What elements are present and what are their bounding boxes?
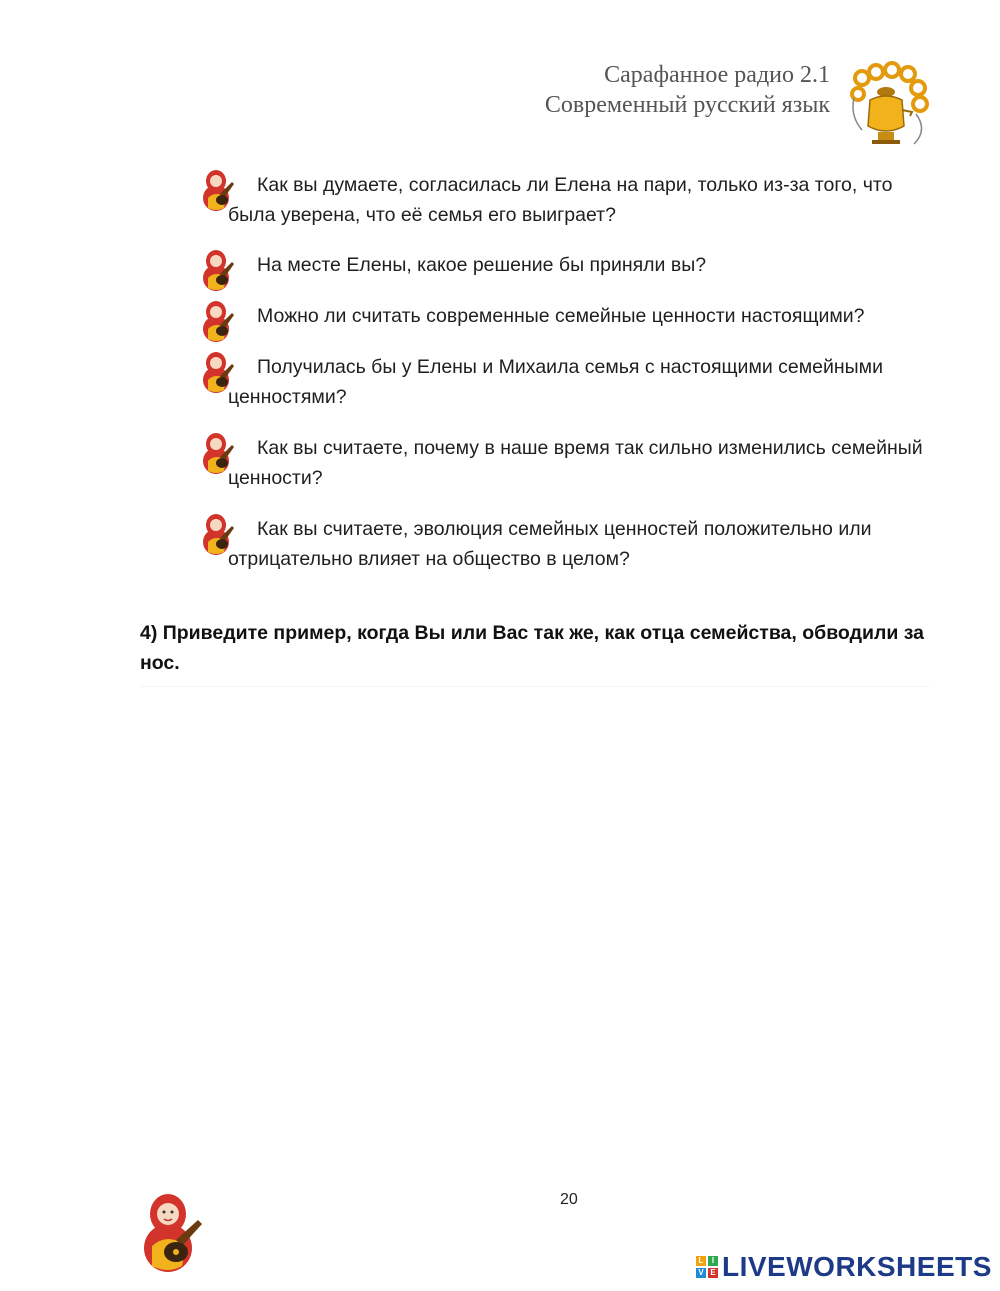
task-prompt: 4) Приведите пример, когда Вы или Вас так же, как отца семейства, обводили за нос. [140,622,925,674]
list-item [200,170,940,230]
question-text: Как вы думаете, согласилась ли Елена на пари, только из-за того, что была уверена, что её семья его выиграет? [228,174,893,226]
matryoshka-balalaika-icon [140,1190,204,1274]
matryoshka-bullet-icon [200,350,236,394]
list-item [200,514,940,574]
answer-text-area[interactable] [140,686,930,1137]
logo-text: LIVEWORKSHEETS [722,1251,992,1282]
matryoshka-bullet-icon [200,512,236,556]
liveworksheets-logo [696,1250,992,1284]
matryoshka-bullet-icon [200,299,236,343]
question-text: На месте Елены, какое решение бы приняли вы? [257,254,707,276]
question-text: Как вы считаете, эволюция семейных ценностей положительно или отрицательно влияет на общество в целом? [228,518,872,570]
document-header [545,60,830,120]
page-number: 20 [560,1191,578,1208]
samovar-icon [848,60,932,150]
matryoshka-bullet-icon [200,248,236,292]
list-item [200,250,940,280]
list-item [200,352,940,412]
list-item [200,301,940,331]
matryoshka-bullet-icon [200,431,236,475]
matryoshka-bullet-icon [200,168,236,212]
logo-mark-icon: L I V E [696,1256,718,1278]
question-text: Можно ли считать современные семейные ценности настоящими? [257,305,865,327]
header-subtitle: Современный русский язык [544,92,830,118]
question-text: Получилась бы у Елены и Михаила семья с настоящими семейными ценностями? [228,356,883,408]
list-item [200,433,940,493]
question-text: Как вы считаете, почему в наше время так сильно изменились семейный ценности? [228,437,923,489]
header-title: Сарафанное радио 2.1 [604,62,830,88]
